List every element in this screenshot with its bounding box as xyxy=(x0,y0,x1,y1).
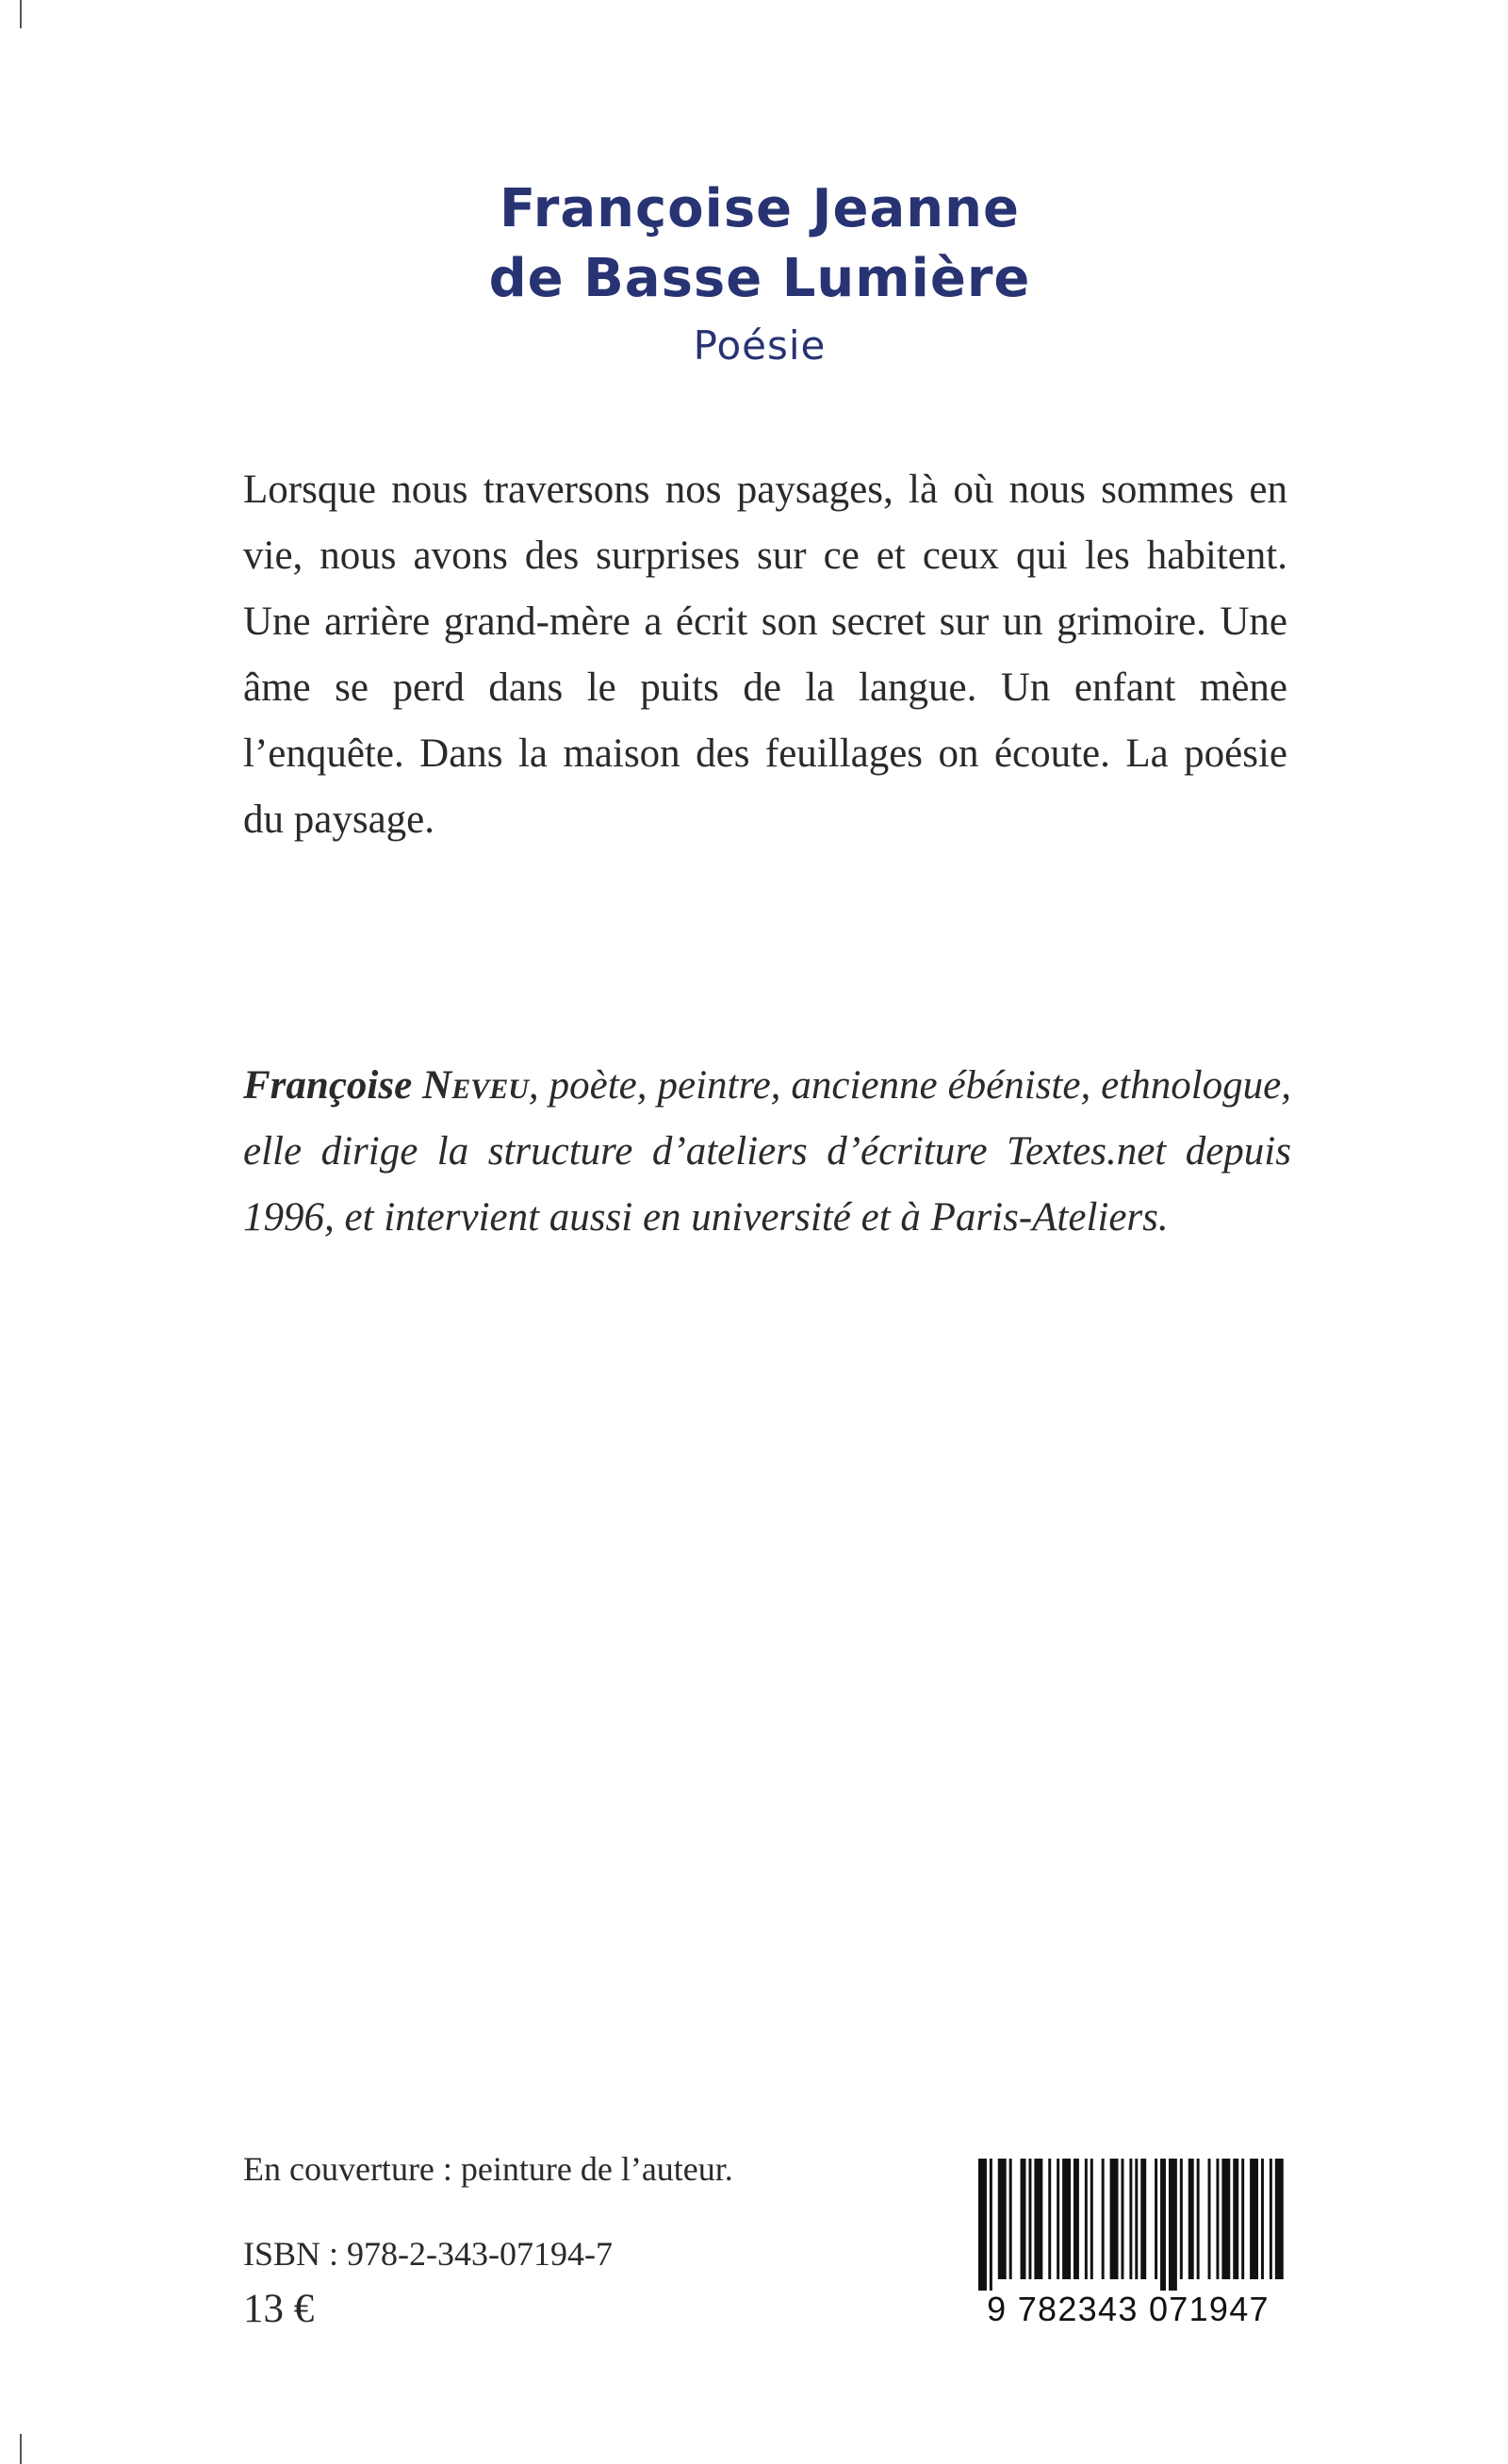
cover-credit: En couverture : peinture de l’auteur. xyxy=(243,2150,733,2188)
barcode-bar xyxy=(1009,2159,1012,2279)
barcode-bar xyxy=(1221,2159,1230,2279)
barcode-bar xyxy=(1261,2159,1264,2279)
barcode-bar xyxy=(1275,2159,1284,2279)
barcode-bar xyxy=(1135,2159,1138,2279)
bio-text: , poète, peintre, ancienne ébéniste, ethnologue, elle dirige la structure d’ateliers d’écriture Textes.net depuis 1996, et intervient aussi en université et à Paris-Ateliers. xyxy=(243,1063,1292,1240)
barcode-bar xyxy=(1028,2159,1031,2279)
book-title: de Basse Lumière xyxy=(488,248,1031,309)
barcode-bar xyxy=(998,2159,1007,2279)
barcode-bar xyxy=(1155,2159,1157,2279)
barcode-bar xyxy=(1110,2159,1119,2279)
bio-last-name: Neveu xyxy=(422,1063,529,1108)
barcode-bar xyxy=(1233,2159,1238,2279)
price-label: 13 € xyxy=(243,2287,315,2331)
author-bio xyxy=(243,1053,1291,1251)
barcode-bar xyxy=(1057,2159,1059,2279)
title-block xyxy=(0,174,1508,372)
crop-mark-top xyxy=(20,0,22,28)
barcode-bars xyxy=(973,2159,1284,2291)
barcode-bar xyxy=(1208,2159,1211,2279)
bio-first-name: Françoise xyxy=(243,1063,413,1108)
author-name: Françoise Jeanne xyxy=(500,178,1020,239)
barcode-bar xyxy=(1250,2159,1258,2279)
barcode-digits: 9 782343 071947 xyxy=(987,2290,1270,2328)
barcode-bar xyxy=(1121,2159,1123,2279)
barcode-bar xyxy=(1074,2159,1079,2279)
blurb-paragraph: Lorsque nous traversons nos paysages, là où nous sommes en vie, nous avons des surprises sur ce et ceux qui les habitent. Une arrière grand-mère a écrit son secret sur un grimoire. Une âme se perd dans le puits de la langue. Un enfant mène l’enquête. Dans la maison des feuillages on écoute. La poésie du paysage. xyxy=(243,468,1287,842)
barcode-bar xyxy=(1188,2159,1194,2279)
barcode-bar xyxy=(1169,2159,1177,2291)
barcode-bar xyxy=(1048,2159,1051,2279)
barcode-bar xyxy=(1090,2159,1093,2279)
crop-mark-bottom xyxy=(20,2434,22,2464)
barcode-bar xyxy=(978,2159,987,2291)
barcode-bar xyxy=(1102,2159,1105,2279)
isbn-label: ISBN : 978-2-343-07194-7 xyxy=(243,2235,613,2273)
barcode-bar xyxy=(1197,2159,1200,2279)
barcode-bar xyxy=(1160,2159,1166,2291)
barcode-bar xyxy=(1270,2159,1272,2279)
barcode-bar xyxy=(1180,2159,1183,2279)
barcode-bar xyxy=(1085,2159,1088,2279)
genre-label: Poésie xyxy=(693,322,827,369)
barcode-bar xyxy=(1241,2159,1244,2279)
barcode-bar xyxy=(1140,2159,1146,2279)
barcode-bar xyxy=(1216,2159,1219,2279)
barcode-bar xyxy=(1129,2159,1132,2279)
barcode-bar xyxy=(1034,2159,1042,2279)
barcode-bar xyxy=(990,2159,992,2291)
barcode-bar xyxy=(1062,2159,1071,2279)
barcode-bar xyxy=(1021,2159,1026,2279)
